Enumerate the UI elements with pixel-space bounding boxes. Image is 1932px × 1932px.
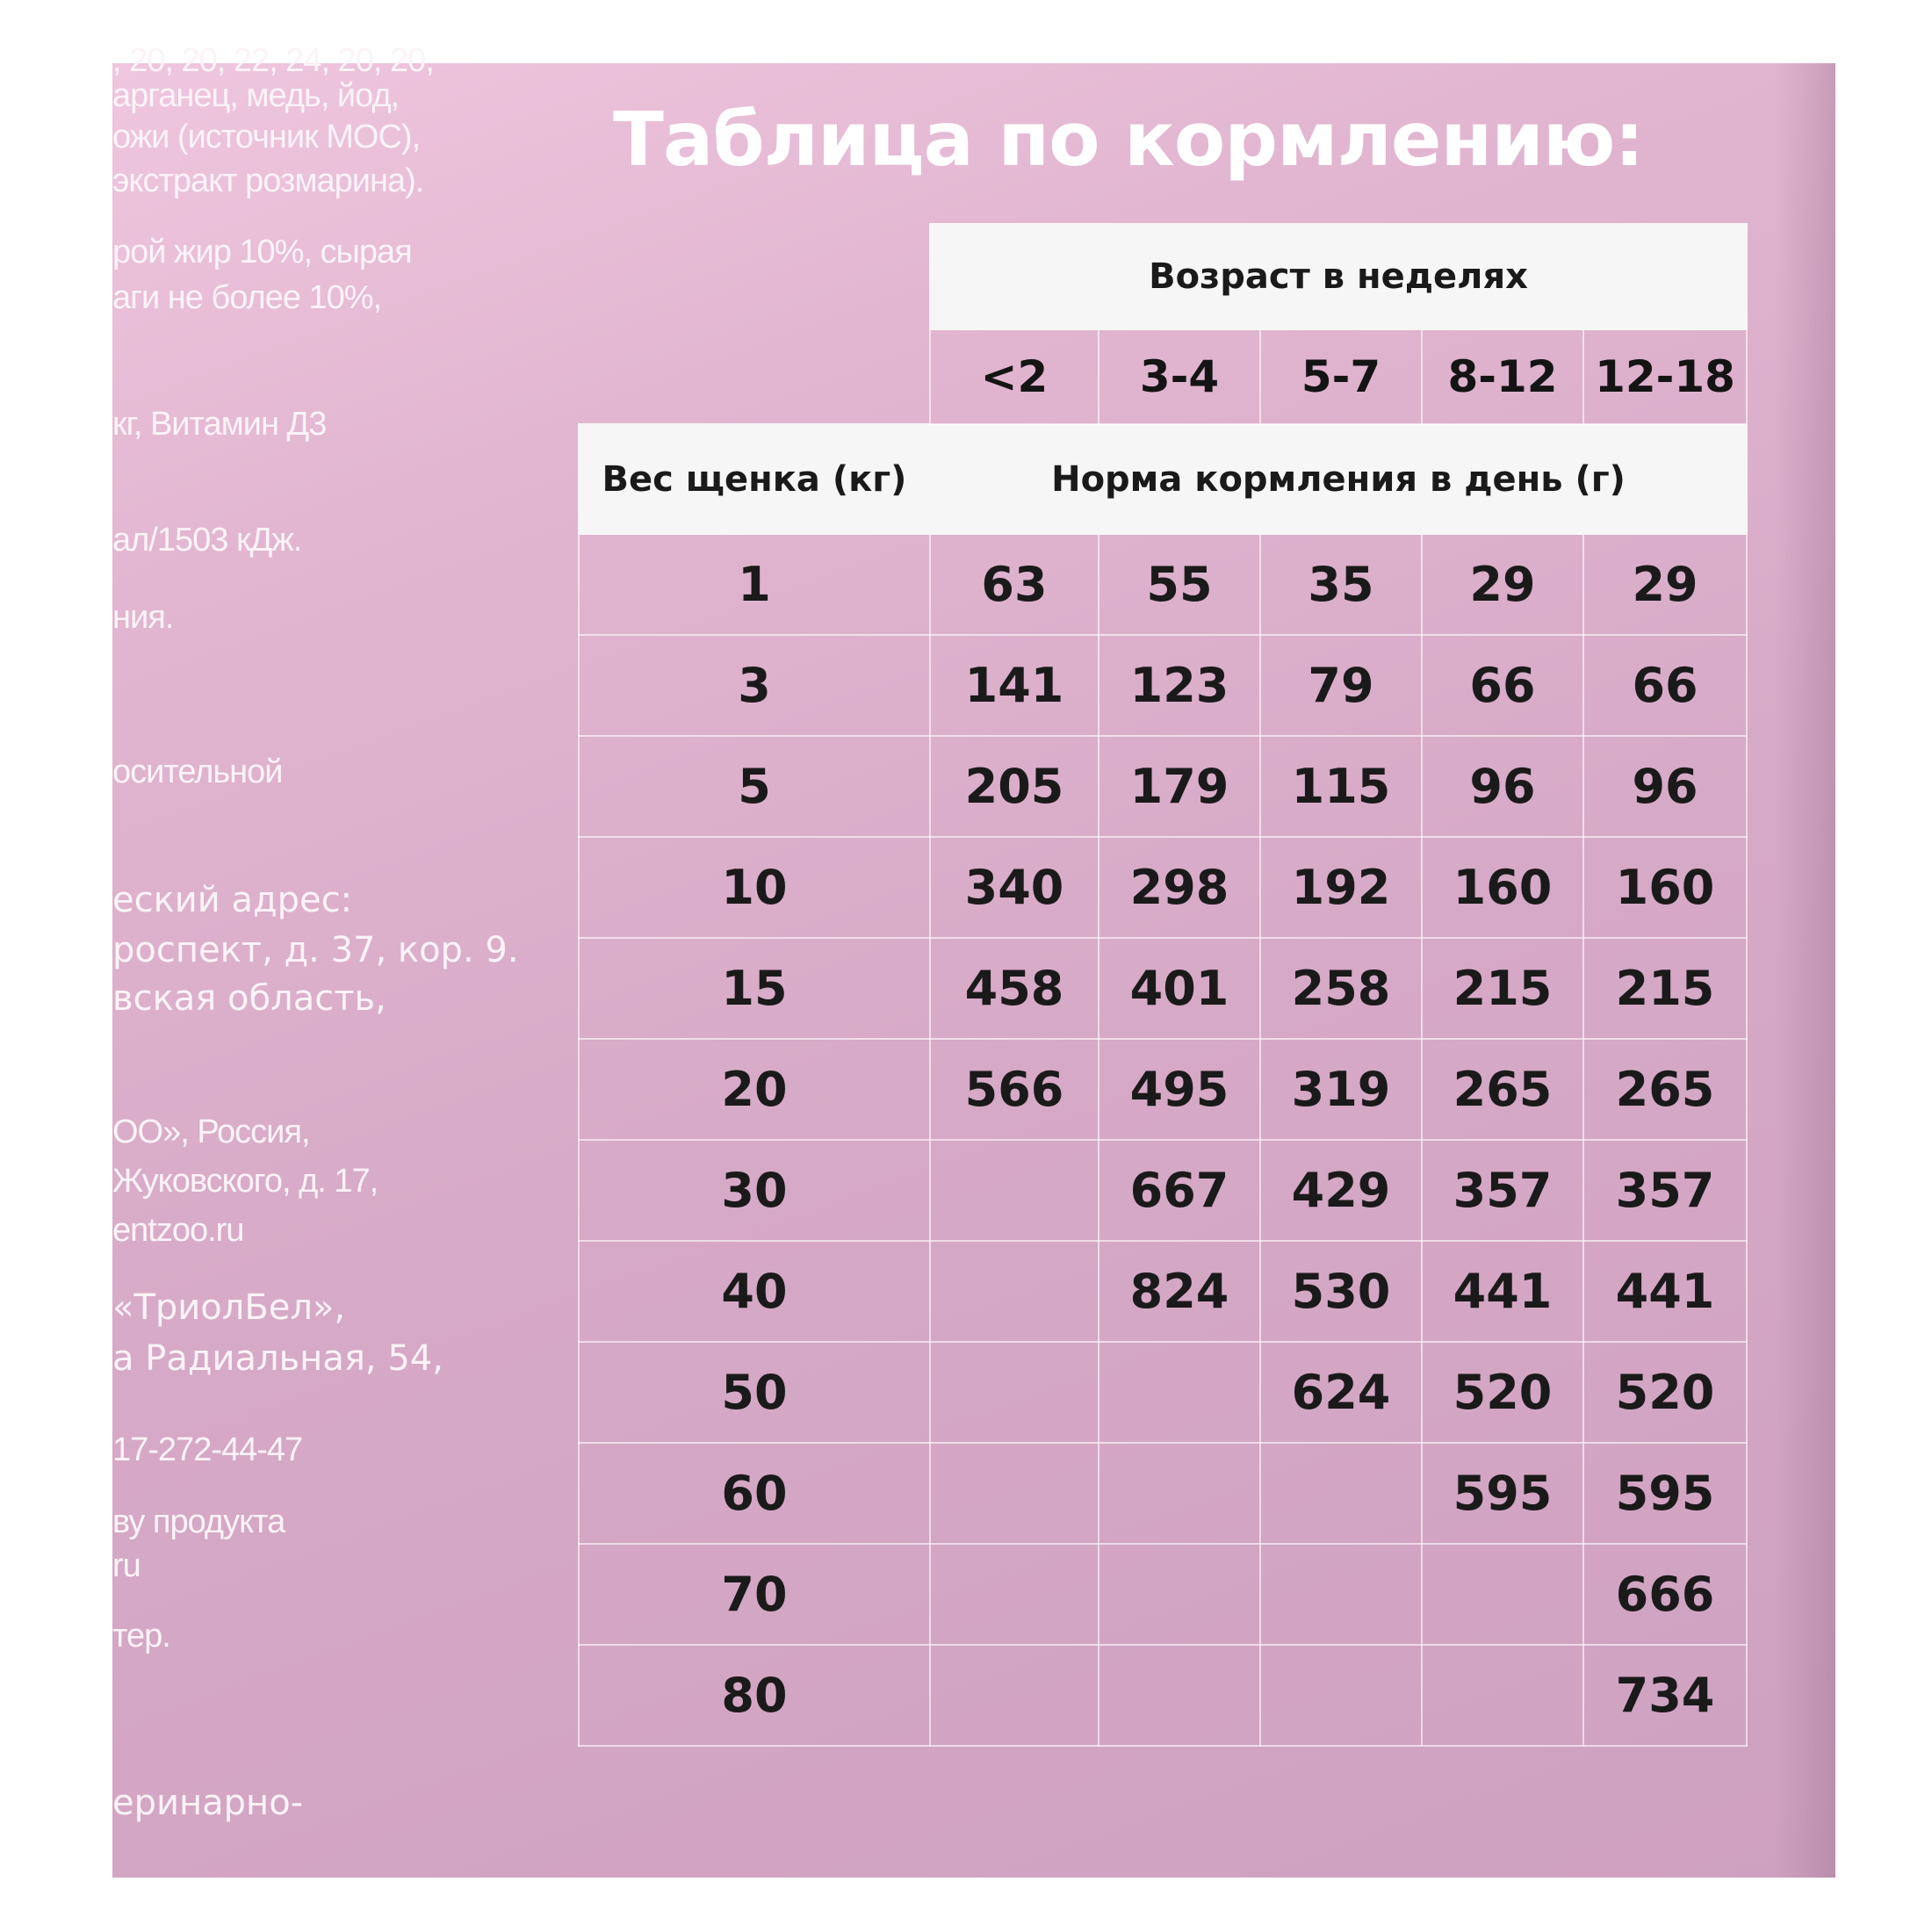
norm-cell: 179 <box>1099 736 1260 837</box>
norm-cell <box>930 1140 1099 1241</box>
norm-cell <box>1260 1645 1422 1746</box>
table-row <box>579 1342 1747 1443</box>
left-text-line: еринарно- <box>112 1783 304 1823</box>
norm-cell: 458 <box>930 938 1099 1039</box>
weight-cell: 5 <box>579 736 930 837</box>
norm-cell: 205 <box>930 736 1099 837</box>
norm-cell: 734 <box>1583 1645 1747 1746</box>
norm-cell: 160 <box>1583 837 1747 938</box>
left-text-line: экстракт розмарина). <box>112 162 424 199</box>
left-text-line: ru <box>112 1547 141 1584</box>
norm-cell: 319 <box>1260 1039 1422 1140</box>
left-text-line: а Радиальная, 54, <box>112 1338 443 1379</box>
norm-cell: 520 <box>1583 1342 1747 1443</box>
table-row <box>579 1645 1747 1746</box>
left-text-line: аги не более 10%, <box>112 279 382 316</box>
norm-cell: 160 <box>1422 837 1583 938</box>
norm-cell: 96 <box>1422 736 1583 837</box>
table-row <box>579 534 1747 635</box>
left-text-line: «ТриолБел», <box>112 1287 346 1328</box>
weight-header: Вес щенка (кг) <box>579 424 930 534</box>
age-column-header: <2 <box>930 329 1099 424</box>
left-text-line: кг, Витамин Д3 <box>112 406 327 443</box>
norm-cell: 55 <box>1099 534 1260 635</box>
left-text-line: entzoo.ru <box>112 1212 244 1249</box>
table-row <box>579 1241 1747 1342</box>
norm-cell: 429 <box>1260 1140 1422 1241</box>
weight-cell: 15 <box>579 938 930 1039</box>
norm-cell: 624 <box>1260 1342 1422 1443</box>
table-row <box>579 837 1747 938</box>
norm-cell: 63 <box>930 534 1099 635</box>
norm-header: Норма кормления в день (г) <box>930 424 1747 534</box>
weight-cell: 60 <box>579 1443 930 1544</box>
age-column-header: 8-12 <box>1422 329 1583 424</box>
norm-cell: 66 <box>1422 635 1583 736</box>
table-row <box>579 1140 1747 1241</box>
left-text-line: ОО», Россия, <box>112 1114 310 1150</box>
norm-cell: 441 <box>1422 1241 1583 1342</box>
norm-cell: 357 <box>1422 1140 1583 1241</box>
norm-cell <box>930 1443 1099 1544</box>
left-text-line: вская область, <box>112 978 386 1019</box>
left-text-line: тер. <box>112 1618 170 1654</box>
norm-cell: 115 <box>1260 736 1422 837</box>
norm-cell: 401 <box>1099 938 1260 1039</box>
left-text-line: роспект, д. 37, кор. 9. <box>112 930 519 970</box>
norm-cell <box>930 1544 1099 1645</box>
norm-cell <box>1099 1342 1260 1443</box>
norm-cell: 495 <box>1099 1039 1260 1140</box>
norm-cell <box>1260 1544 1422 1645</box>
weight-cell: 10 <box>579 837 930 938</box>
norm-cell <box>930 1241 1099 1342</box>
norm-cell: 520 <box>1422 1342 1583 1443</box>
table-row <box>579 1544 1747 1645</box>
norm-cell: 566 <box>930 1039 1099 1140</box>
norm-cell <box>1099 1544 1260 1645</box>
norm-cell: 530 <box>1260 1241 1422 1342</box>
weight-cell: 30 <box>579 1140 930 1241</box>
left-text-line: ал/1503 кДж. <box>112 522 302 559</box>
norm-cell <box>930 1342 1099 1443</box>
norm-cell: 215 <box>1583 938 1747 1039</box>
weight-cell: 50 <box>579 1342 930 1443</box>
norm-cell: 35 <box>1260 534 1422 635</box>
weight-cell: 20 <box>579 1039 930 1140</box>
norm-cell: 340 <box>930 837 1099 938</box>
left-text-line: 17-272-44-47 <box>112 1431 303 1468</box>
feeding-table <box>578 223 1748 1747</box>
table-row <box>579 938 1747 1039</box>
norm-cell: 96 <box>1583 736 1747 837</box>
norm-cell <box>1260 1443 1422 1544</box>
left-text-line: Жуковского, д. 17, <box>112 1163 378 1200</box>
age-column-header: 3-4 <box>1099 329 1260 424</box>
norm-cell: 66 <box>1583 635 1747 736</box>
norm-cell <box>930 1645 1099 1746</box>
norm-cell <box>1099 1645 1260 1746</box>
weight-cell: 80 <box>579 1645 930 1746</box>
norm-cell <box>1422 1544 1583 1645</box>
panel-edge-shading <box>1774 63 1835 1878</box>
label-panel <box>112 42 1835 1878</box>
left-text-line: арганец, медь, йод, <box>112 77 400 114</box>
norm-cell <box>1422 1645 1583 1746</box>
table-row <box>579 736 1747 837</box>
norm-cell: 79 <box>1260 635 1422 736</box>
norm-cell: 141 <box>930 635 1099 736</box>
weight-cell: 40 <box>579 1241 930 1342</box>
norm-cell: 192 <box>1260 837 1422 938</box>
table-row <box>579 1039 1747 1140</box>
norm-cell: 123 <box>1099 635 1260 736</box>
age-column-header: 5-7 <box>1260 329 1422 424</box>
norm-cell: 258 <box>1260 938 1422 1039</box>
age-column-header: 12-18 <box>1583 329 1747 424</box>
norm-cell: 29 <box>1422 534 1583 635</box>
left-text-line: ожи (источник МОС), <box>112 119 421 155</box>
norm-cell: 215 <box>1422 938 1583 1039</box>
age-header: Возраст в неделях <box>930 224 1747 329</box>
norm-cell: 29 <box>1583 534 1747 635</box>
norm-cell: 298 <box>1099 837 1260 938</box>
norm-cell: 595 <box>1583 1443 1747 1544</box>
weight-cell: 1 <box>579 534 930 635</box>
norm-cell: 441 <box>1583 1241 1747 1342</box>
norm-cell: 595 <box>1422 1443 1583 1544</box>
left-text-line: еский адрес: <box>112 880 353 920</box>
left-text-line: ния. <box>112 599 174 636</box>
norm-cell: 357 <box>1583 1140 1747 1241</box>
left-text-line: ву продукта <box>112 1503 285 1540</box>
weight-cell: 70 <box>579 1544 930 1645</box>
left-text-line: осительной <box>112 753 283 790</box>
table-body <box>579 534 1747 1746</box>
norm-cell: 667 <box>1099 1140 1260 1241</box>
norm-cell: 265 <box>1422 1039 1583 1140</box>
weight-cell: 3 <box>579 635 930 736</box>
norm-cell: 666 <box>1583 1544 1747 1645</box>
table-row <box>579 1443 1747 1544</box>
left-text-line: рой жир 10%, сырая <box>112 234 412 270</box>
norm-cell <box>1099 1443 1260 1544</box>
norm-cell: 265 <box>1583 1039 1747 1140</box>
table-row <box>579 635 1747 736</box>
table-title: Таблица по кормлению: <box>613 97 1644 184</box>
empty-corner <box>579 224 930 424</box>
left-text-line: , 20, 20, 22, 24, 20, 20, <box>112 42 434 79</box>
norm-cell: 824 <box>1099 1241 1260 1342</box>
